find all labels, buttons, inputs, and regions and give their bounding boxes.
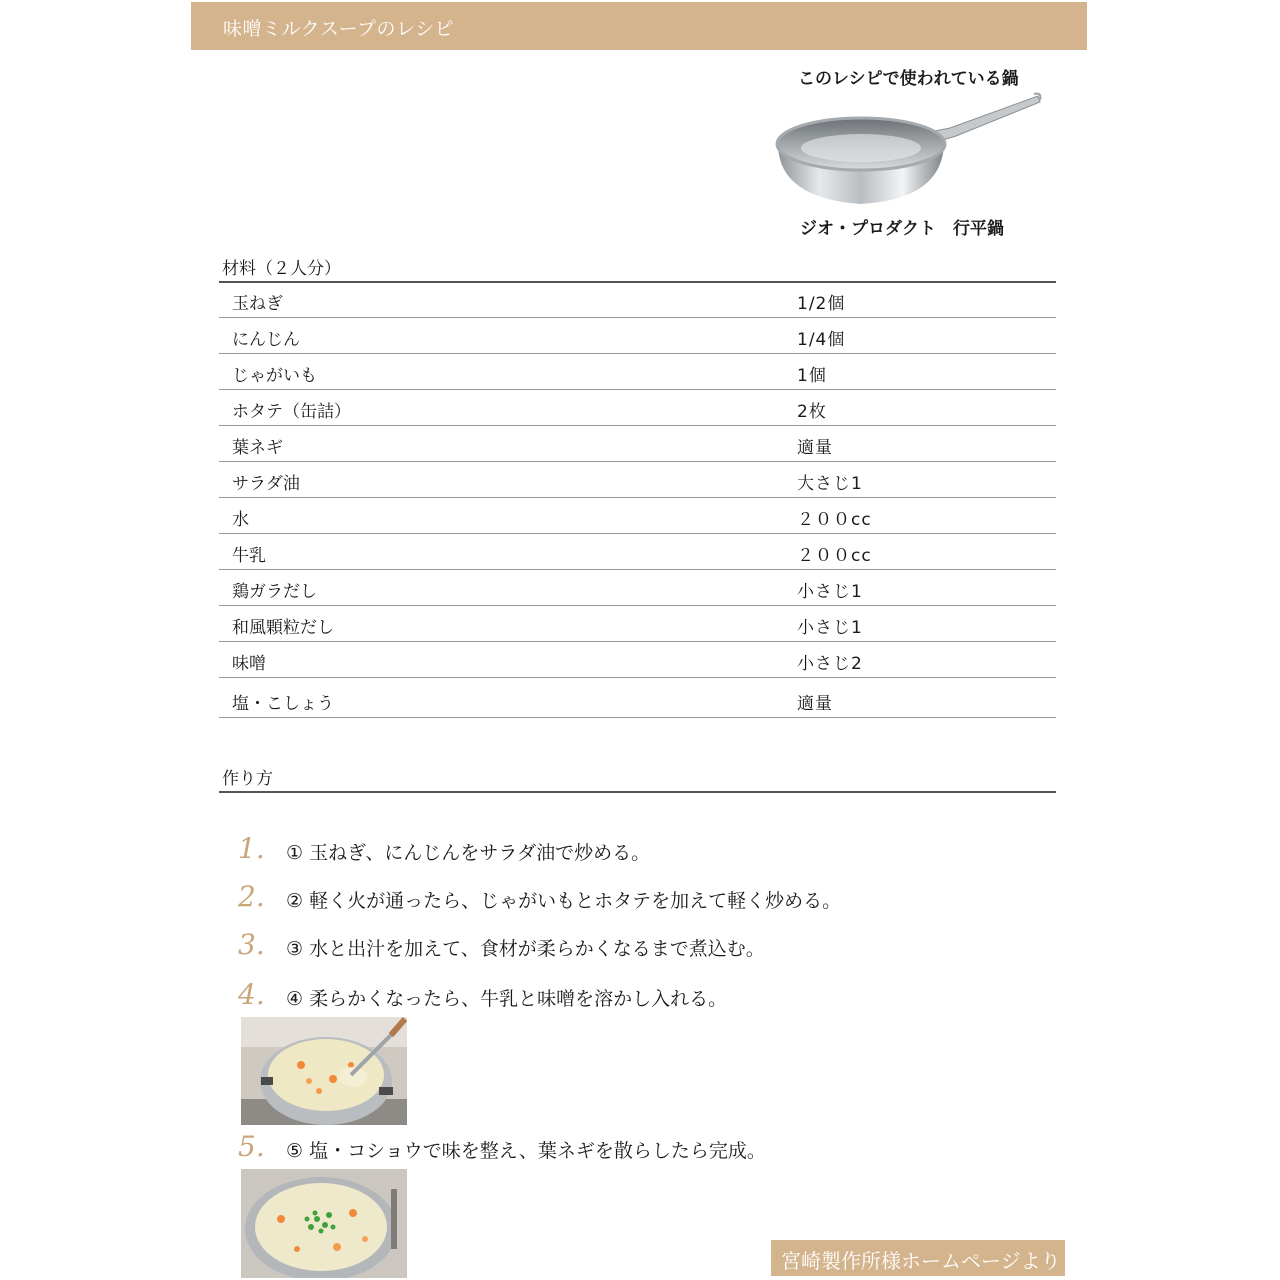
ingredient-name: 葉ネギ: [232, 438, 283, 458]
ingredient-qty: 1個: [797, 366, 827, 386]
ingredient-name: 牛乳: [232, 546, 266, 566]
title-bar: [191, 2, 1087, 50]
ingredient-qty: ２００cc: [797, 510, 872, 530]
ingredient-row: [219, 318, 1056, 354]
ingredient-name: 水: [232, 510, 249, 530]
ingredient-qty: 小さじ1: [797, 618, 863, 638]
ingredient-row: [219, 534, 1056, 570]
pot-name: ジオ・プロダクト 行平鍋: [800, 219, 1004, 239]
ingredient-name: 鶏ガラだし: [232, 582, 317, 602]
pot-caption: このレシピで使われている鍋: [798, 69, 1019, 89]
ingredient-qty: 大さじ1: [797, 474, 863, 494]
step-4-photo: [241, 1017, 407, 1125]
ingredient-qty: 適量: [797, 438, 833, 458]
ingredient-row: [219, 642, 1056, 678]
ingredient-qty: 2枚: [797, 402, 827, 422]
ingredient-row: [219, 282, 1056, 318]
ingredient-name: 味噌: [232, 654, 266, 674]
pot-image: [770, 88, 1050, 216]
ingredient-row: [219, 570, 1056, 606]
ingredients-heading: 材料（２人分）: [222, 259, 341, 279]
ingredient-qty: 小さじ1: [797, 582, 863, 602]
step-number: 1.: [238, 832, 265, 865]
ingredient-row: [219, 606, 1056, 642]
ingredient-qty: 適量: [797, 694, 833, 714]
step-text: ② 軽く火が通ったら、じゃがいもとホタテを加えて軽く炒める。: [286, 890, 842, 912]
step-text: ③ 水と出汁を加えて、食材が柔らかくなるまで煮込む。: [286, 938, 765, 960]
ingredient-row: [219, 354, 1056, 390]
ingredient-qty: 1/2個: [797, 294, 846, 314]
step-5-photo: [241, 1169, 407, 1278]
ingredient-row: [219, 462, 1056, 498]
ingredient-name: 塩・こしょう: [232, 694, 334, 714]
method-rule: [219, 791, 1056, 793]
step-number: 4.: [238, 978, 265, 1011]
step-text: ① 玉ねぎ、にんじんをサラダ油で炒める。: [286, 842, 651, 864]
ingredient-name: ホタテ（缶詰）: [232, 402, 351, 422]
step-number: 2.: [238, 880, 265, 913]
ingredient-name: 玉ねぎ: [232, 294, 283, 314]
step-number: 5.: [238, 1130, 265, 1163]
ingredient-qty: ２００cc: [797, 546, 872, 566]
ingredient-row: [219, 426, 1056, 462]
source-badge: [771, 1240, 1065, 1276]
source-text: 宮崎製作所様ホームページより: [781, 1249, 1061, 1273]
ingredient-name: にんじん: [232, 330, 300, 350]
step-text: ④ 柔らかくなったら、牛乳と味噌を溶かし入れる。: [286, 988, 728, 1010]
ingredient-name: サラダ油: [232, 474, 300, 494]
ingredient-name: 和風顆粒だし: [232, 618, 334, 638]
step-number: 3.: [238, 928, 265, 961]
page-title: 味噌ミルクスープのレシピ: [223, 18, 455, 40]
step-text: ⑤ 塩・コショウで味を整え、葉ネギを散らしたら完成。: [286, 1140, 766, 1162]
method-heading: 作り方: [222, 769, 273, 789]
ingredient-qty: 小さじ2: [797, 654, 863, 674]
ingredient-name: じゃがいも: [232, 366, 317, 386]
ingredient-row: [219, 390, 1056, 426]
ingredient-row: [219, 498, 1056, 534]
ingredient-row: [219, 682, 1056, 718]
ingredient-qty: 1/4個: [797, 330, 846, 350]
